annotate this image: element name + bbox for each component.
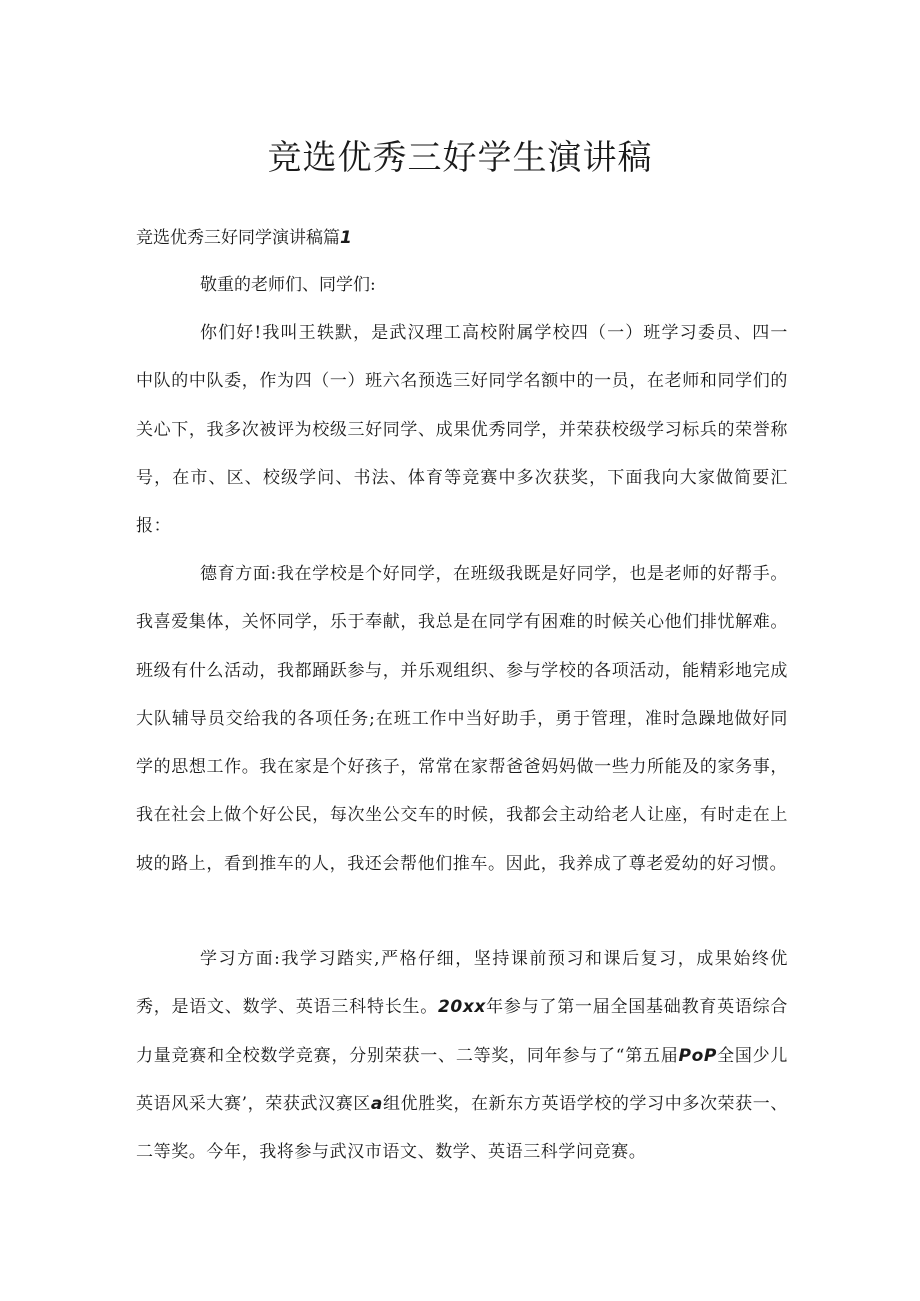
moral-paragraph: 德育方面:我在学校是个好同学，在班级我既是好同学，也是老师的好帮手。我喜爱集体，关怀同学，乐于奉献，我总是在同学有困难的时候关心他们排忧解难。班级有什么活动，我都踊跃参与，并乐观组织、参与学校的各项活动，能精彩地完成大队辅导员交给我的各项任务;在班工作中当好助手，勇于管理，准时急躁地做好同学的思想工作。我在家是个好孩子，常常在家帮爸爸妈妈做一些力所能及的家务事，我在社会上做个好公民，每次坐公交车的时候，我都会主动给老人让座，有时走在上坡的路上，看到推车的人，我还会帮他们推车。因此，我养成了尊老爱幼的好习惯。 xyxy=(136,564,788,874)
speech-subheading xyxy=(136,224,352,252)
study-paragraph xyxy=(136,935,788,1176)
award-group: a xyxy=(370,1093,383,1114)
subheading-number: 1 xyxy=(340,228,352,248)
greeting-line: 敬重的老师们、同学们: xyxy=(200,275,376,295)
document-title: 竞选优秀三好学生演讲稿 xyxy=(267,138,653,178)
subheading-text: 竞选优秀三好同学演讲稿篇 xyxy=(136,228,340,248)
study-text-1: 学习方面:我学习踏实,严格仔细，坚持课前预习和课后复习，成果始终优秀，是语文、数学、英语三科特长生。 xyxy=(136,949,788,1018)
study-text-2: 年参与了第一届全国基础教育英语综合力量竞赛和全校数学竞赛，分别荣获一、二等奖，同年参与了“第五届 xyxy=(136,997,788,1066)
study-text-3: 全国少儿英语风采大赛’，荣获武汉赛区 xyxy=(136,1045,788,1114)
intro-paragraph: 你们好!我叫王轶默，是武汉理工高校附属学校四（一）班学习委员、四一中队的中队委，作为四（一）班六名预选三好同学名额中的一员，在老师和同学们的关心下，我多次被评为校级三好同学、成果优秀同学，并荣获校级学习标兵的荣誉称号，在市、区、校级学问、书法、体育等竞赛中多次获奖，下面我向大家做简要汇报： xyxy=(136,323,788,537)
study-year: 20xx xyxy=(438,997,486,1018)
study-text-4: 组优胜奖，在新东方英语学校的学习中多次荣获一、二等奖。今年，我将参与武汉市语文、数学、英语三科学问竞赛。 xyxy=(136,1093,788,1163)
contest-brand: PoP xyxy=(678,1045,717,1066)
